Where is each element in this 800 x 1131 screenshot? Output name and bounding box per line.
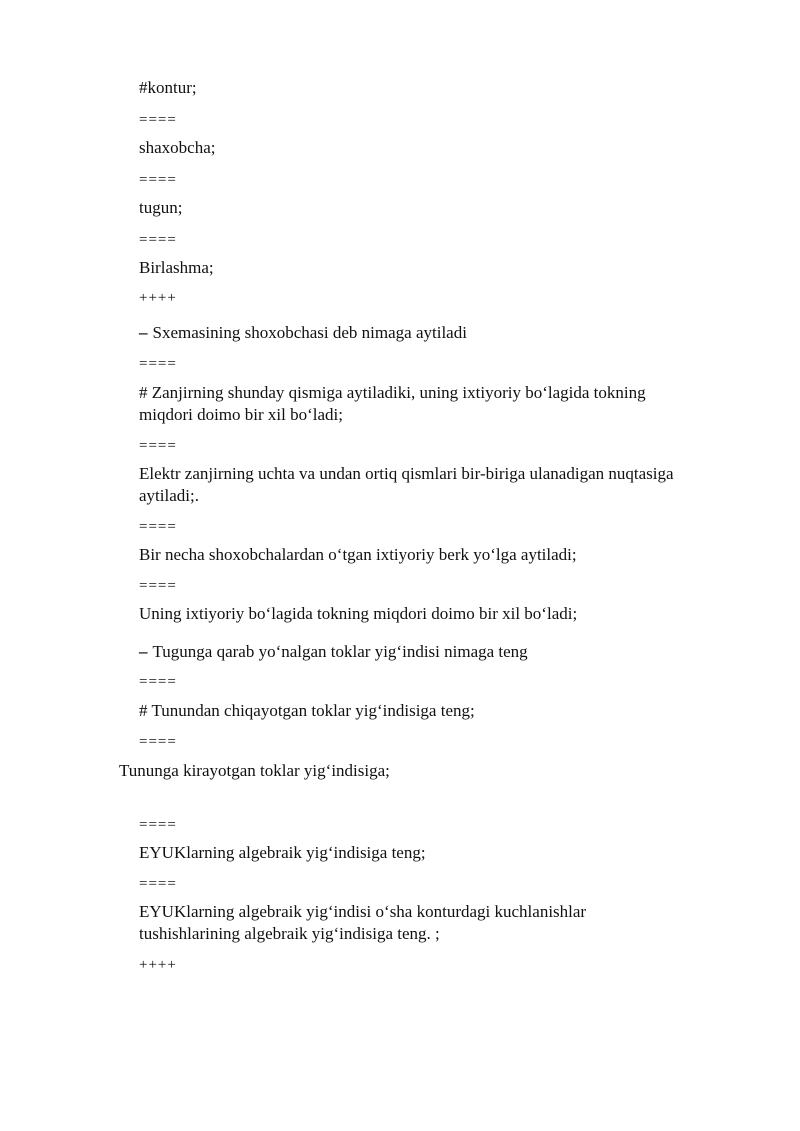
answer-option-cont: miqdori doimo bir xil bo‘ladi; — [139, 405, 343, 424]
separator: ==== — [139, 876, 177, 892]
answer-option-cont: tushishlarining algebraik yig‘indisiga teng. ; — [139, 924, 440, 943]
answer-option: Bir necha shoxobchalardan o‘tgan ixtiyoriy berk yo‘lga aytiladi; — [139, 545, 577, 564]
question-text: Sxemasining shoxobchasi deb nimaga aytiladi — [152, 323, 467, 342]
separator: ==== — [139, 817, 177, 833]
separator: ==== — [139, 519, 177, 535]
question-marker: ++++ — [139, 957, 177, 973]
separator: ==== — [139, 438, 177, 454]
question-text: Tugunga qarab yo‘nalgan toklar yig‘indisi nimaga teng — [152, 642, 528, 661]
answer-option: shaxobcha; — [139, 138, 216, 157]
separator: ==== — [139, 734, 177, 750]
answer-option-cont: aytiladi;. — [139, 486, 199, 505]
answer-option: # Zanjirning shunday qismiga aytiladiki, uning ixtiyoriy bo‘lagida tokning — [139, 383, 646, 402]
separator: ==== — [139, 172, 177, 188]
separator: ==== — [139, 578, 177, 594]
separator: ==== — [139, 232, 177, 248]
answer-option: #kontur; — [139, 78, 197, 97]
question-dash: – — [139, 323, 148, 342]
question-line — [139, 641, 528, 662]
separator: ==== — [139, 112, 177, 128]
answer-option: EYUKlarning algebraik yig‘indisiga teng; — [139, 843, 426, 862]
separator: ==== — [139, 674, 177, 690]
question-marker: ++++ — [139, 290, 177, 306]
answer-option: Birlashma; — [139, 258, 214, 277]
answer-option: # Tunundan chiqayotgan toklar yig‘indisiga teng; — [139, 701, 475, 720]
answer-option: Uning ixtiyoriy bo‘lagida tokning miqdori doimo bir xil bo‘ladi; — [139, 604, 578, 623]
question-dash: – — [139, 642, 148, 661]
question-line — [139, 322, 467, 343]
answer-option: Tununga kirayotgan toklar yig‘indisiga; — [119, 761, 390, 780]
separator: ==== — [139, 356, 177, 372]
answer-option: tugun; — [139, 198, 183, 217]
answer-option: Elektr zanjirning uchta va undan ortiq qismlari bir-biriga ulanadigan nuqtasiga — [139, 464, 674, 483]
answer-option: EYUKlarning algebraik yig‘indisi o‘sha konturdagi kuchlanishlar — [139, 902, 587, 921]
